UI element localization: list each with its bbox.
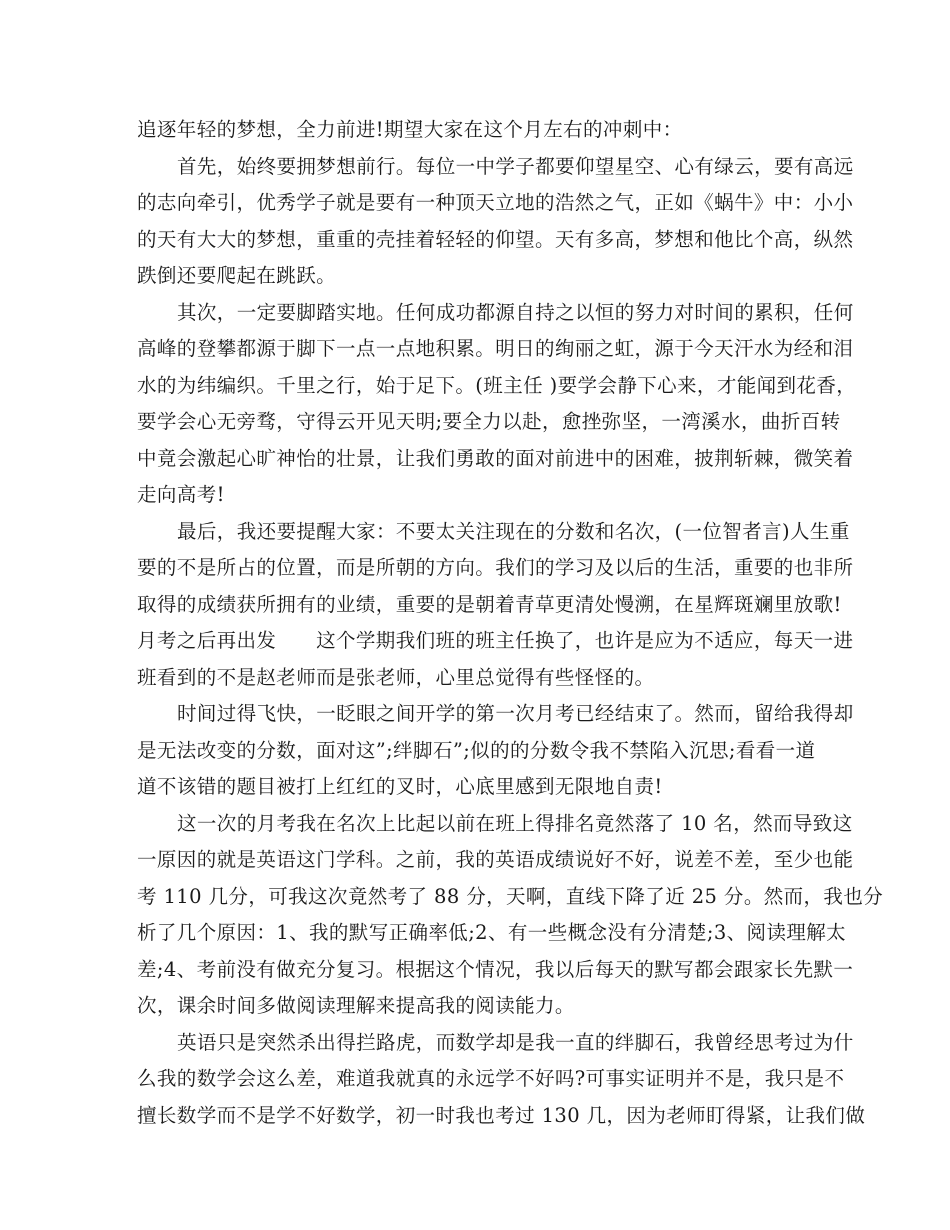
text-line: 走向高考!: [137, 483, 225, 506]
text-line: 取得的成绩获所拥有的业绩，重要的是朝着青草更清处慢溯，在星辉斑斓里放歌!: [137, 592, 842, 616]
text-line: 高峰的登攀都源于脚下一点一点地积累。明日的绚丽之虹，源于今天汗水为经和泪: [137, 337, 854, 360]
text-line: 擅长数学而不是学不好数学，初一时我也考过 130 几，因为老师盯得紧，让我们做: [137, 1103, 866, 1127]
document-body: [137, 112, 884, 1134]
text-line: 的天有大大的梦想，重重的壳挂着轻轻的仰望。天有多高，梦想和他比个高，纵然: [137, 227, 854, 251]
text-line: 一原因的就是英语这门学科。之前，我的英语成绩说好不好，说差不差，至少也能: [137, 848, 854, 871]
text-line: 首先，始终要拥梦想前行。每位一中学子都要仰望星空、心有绿云，要有高远: [177, 154, 854, 178]
text-line: 的志向牵引，优秀学子就是要有一种顶天立地的浩然之气，正如《蜗牛》中：小小: [137, 191, 854, 214]
text-line: 时间过得飞快，一眨眼之间开学的第一次月考已经结束了。然而，留给我得却: [177, 702, 854, 725]
text-line: 要学会心无旁骛，守得云开见天明;要全力以赴，愈挫弥坚，一湾溪水，曲折百转: [137, 410, 841, 433]
text-line: 英语只是突然杀出得拦路虎，而数学却是我一直的绊脚石，我曾经思考过为什: [177, 1030, 854, 1054]
text-line: 这一次的月考我在名次上比起以前在班上得排名竟然落了 10 名，然而导致这: [177, 811, 853, 835]
text-line: 跌倒还要爬起在跳跃。: [137, 264, 337, 287]
text-line: 考 110 几分，可我这次竟然考了 88 分，天啊，直线下降了近 25 分。然而，我也分: [137, 884, 884, 908]
text-line: 其次，一定要脚踏实地。任何成功都源自持之以恒的努力对时间的累积，任何: [177, 300, 854, 324]
text-line: 班看到的不是赵老师而是张老师，心里总觉得有些怪怪的。: [137, 665, 655, 689]
text-line: 么我的数学会这么差，难道我就真的永远学不好吗?可事实证明并不是，我只是不: [137, 1067, 845, 1090]
text-line: 中竟会激起心旷神怡的壮景，让我们勇敢的面对前进中的困难，披荆斩棘，微笑着: [137, 446, 854, 470]
text-line: 次，课余时间多做阅读理解来提高我的阅读能力。: [137, 994, 575, 1017]
text-line: 是无法改变的分数，面对这”;绊脚石”;似的的分数令我不禁陷入沉思;看看一道: [137, 738, 816, 762]
text-line: 要的不是所占的位置，而是所朝的方向。我们的学习及以后的生活，重要的也非所: [137, 556, 854, 579]
text-line: 道不该错的题目被打上红红的叉时，心底里感到无限地自责!: [137, 775, 663, 798]
text-line: 最后，我还要提醒大家：不要太关注现在的分数和名次，(一位智者言)人生重: [177, 519, 850, 543]
text-line: 差;4、考前没有做充分复习。根据这个情况，我以后每天的默写都会跟家长先默一: [137, 957, 854, 981]
text-line: 析了几个原因：1、我的默写正确率低;2、有一些概念没有分清楚;3、阅读理解太: [137, 921, 847, 944]
text-line: 水的为纬编织。千里之行，始于足下。(班主任 )要学会静下心来，才能闻到花香，: [137, 373, 857, 397]
text-line: 月考之后再出发 这个学期我们班的班主任换了，也许是应为不适应，每天一进: [137, 629, 854, 652]
text-line: 追逐年轻的梦想，全力前进!期望大家在这个月左右的冲刺中：: [137, 118, 683, 141]
